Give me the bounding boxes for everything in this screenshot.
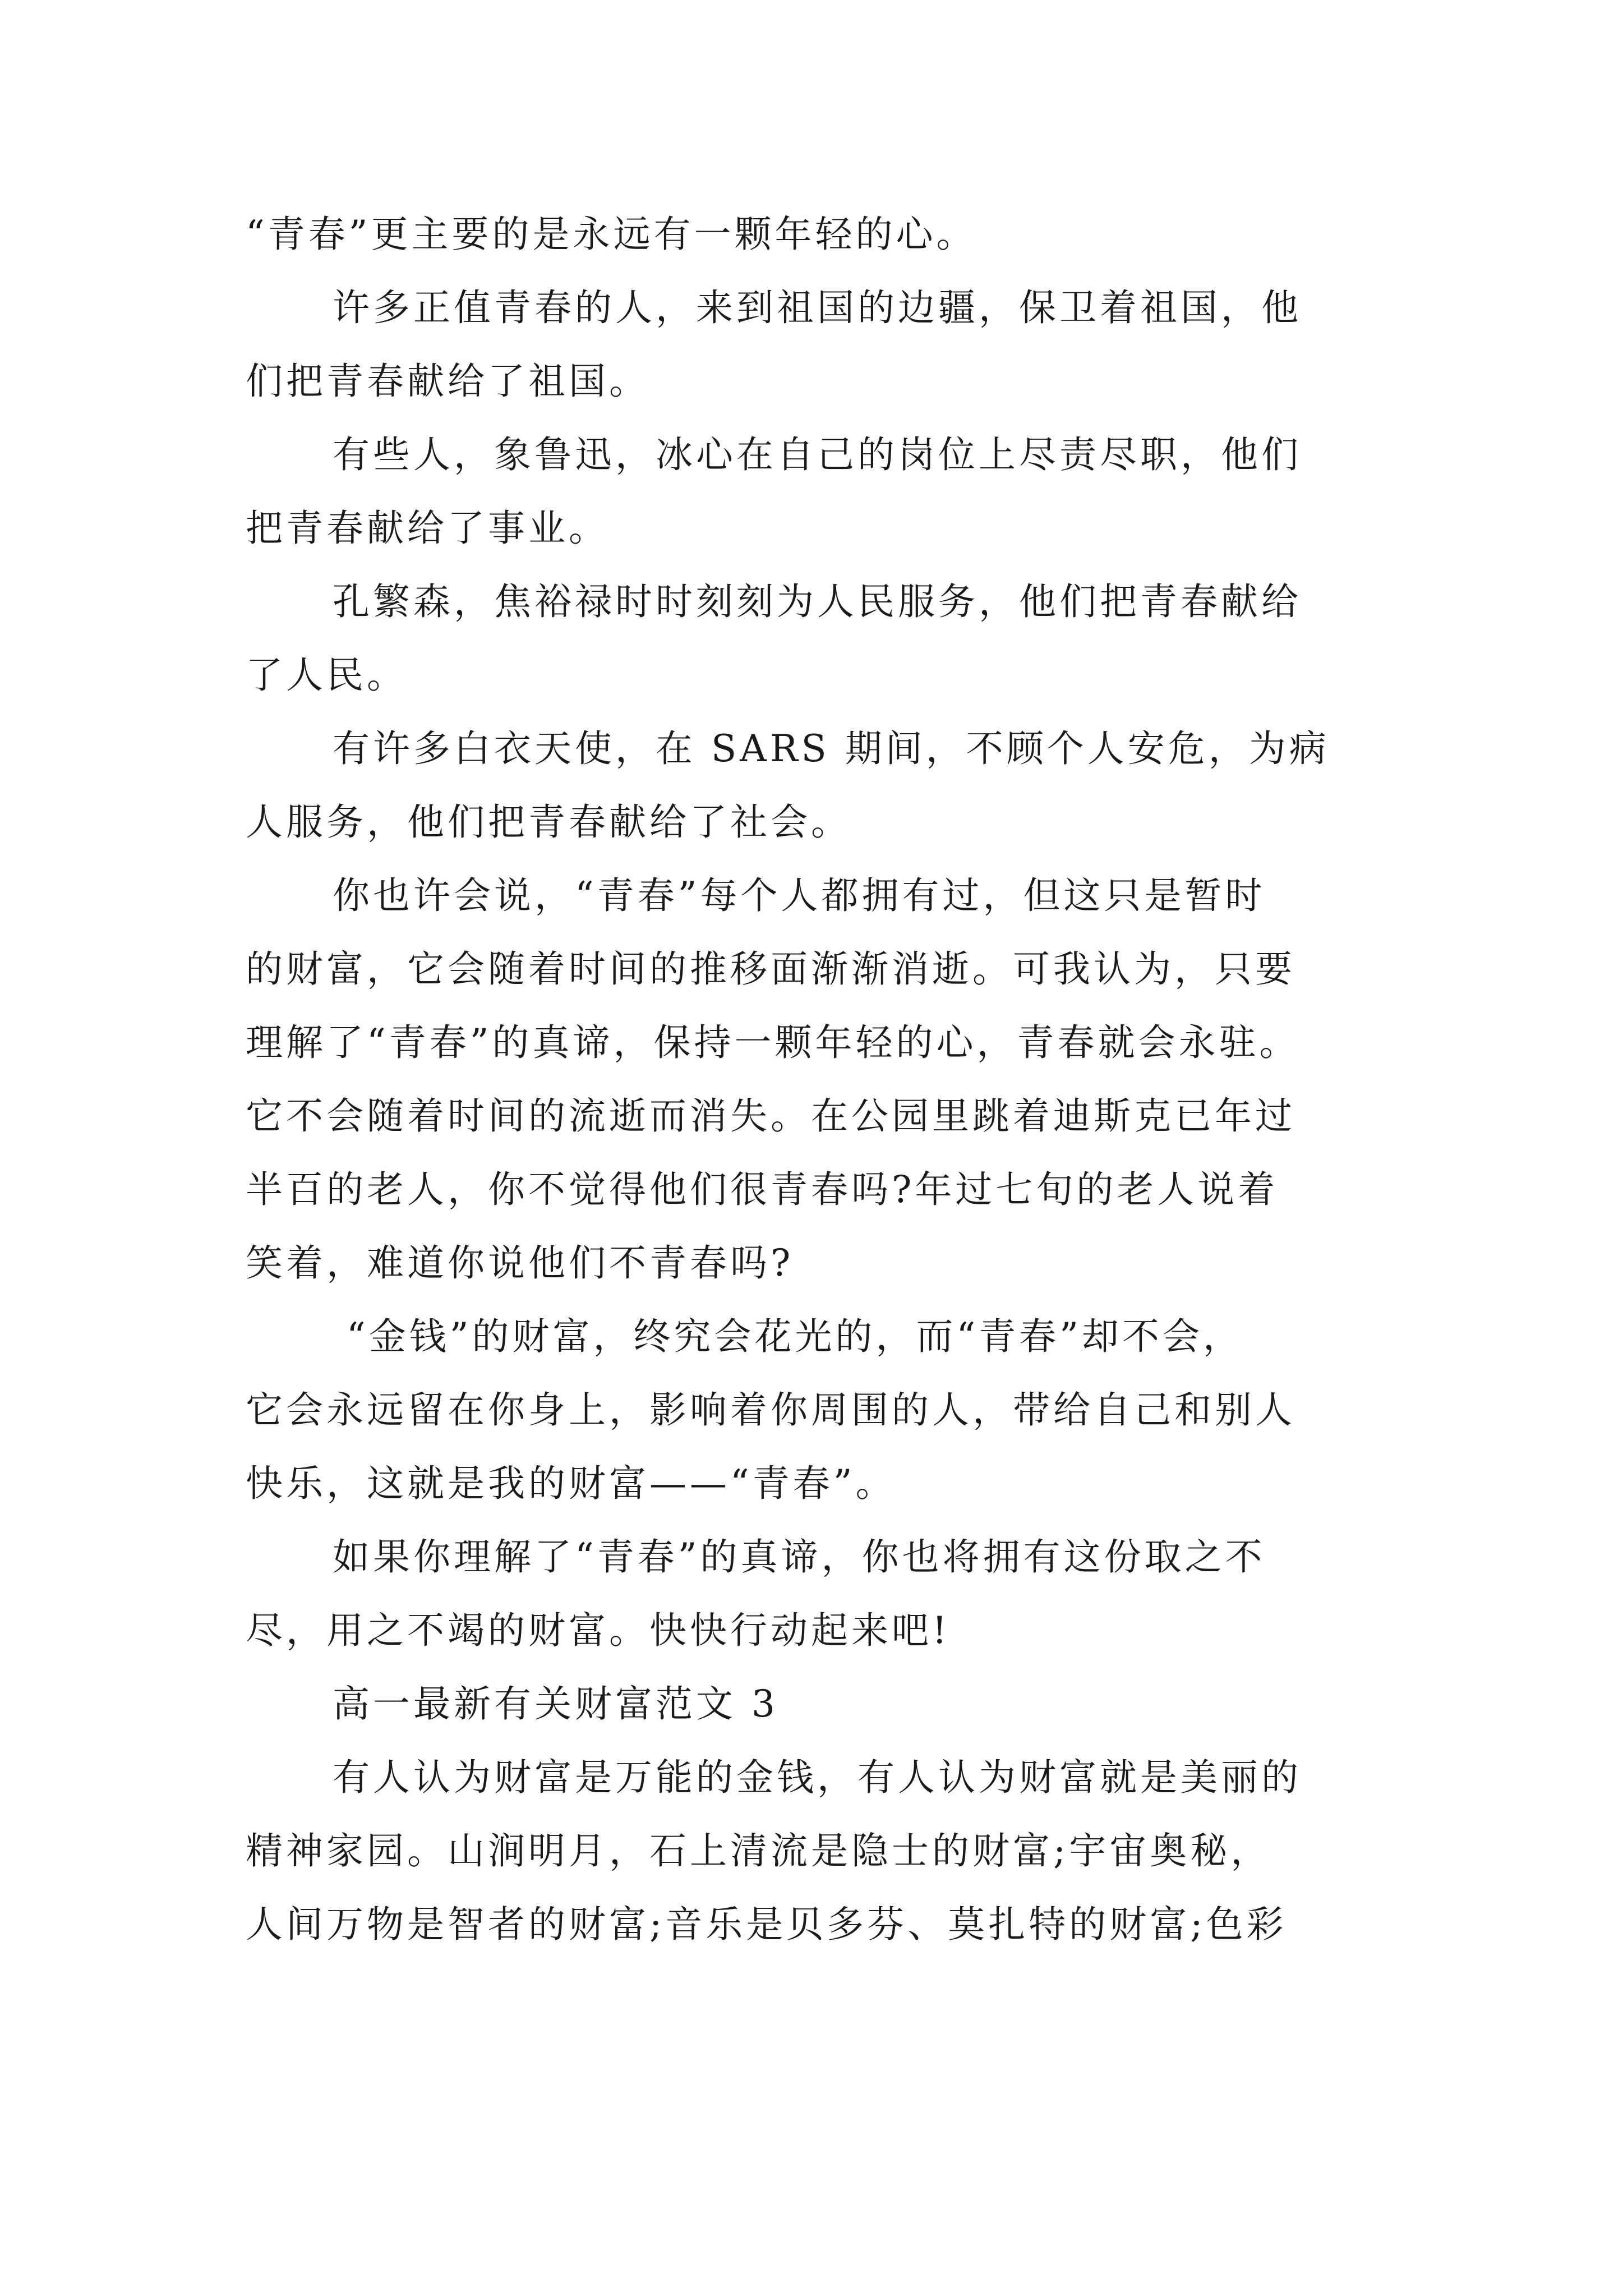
- document-body: [246, 197, 1390, 1961]
- text-line: 孔繁森，焦裕禄时时刻刻为人民服务，他们把青春献给: [333, 580, 1302, 623]
- text-line: 笑着，难道你说他们不青春吗?: [246, 1241, 794, 1285]
- text-line: 快乐，这就是我的财富——“青春”。: [246, 1462, 896, 1505]
- text-line: 它会永远留在你身上，影响着你周围的人，带给自己和别人: [246, 1388, 1295, 1432]
- text-line: 有许多白衣天使，在 SARS 期间，不顾个人安危，为病: [333, 727, 1330, 770]
- text-line: 有些人，象鲁迅，冰心在自己的岗位上尽责尽职，他们: [333, 433, 1302, 476]
- text-line: 如果你理解了“青春”的真谛，你也将拥有这份取之不: [333, 1535, 1266, 1579]
- text-line: 理解了“青春”的真谛，保持一颗年轻的心，青春就会永驻。: [246, 1021, 1300, 1064]
- text-line: 有人认为财富是万能的金钱，有人认为财富就是美丽的: [333, 1756, 1302, 1799]
- text-line: “金钱”的财富，终究会花光的，而“青春”却不会，: [347, 1315, 1243, 1358]
- text-line: 把青春献给了事业。: [246, 507, 609, 550]
- text-line: “青春”更主要的是永远有一颗年轻的心。: [246, 213, 977, 256]
- text-line: 你也许会说，“青春”每个人都拥有过，但这只是暂时: [333, 874, 1266, 917]
- text-line: 们把青春献给了祖国。: [246, 360, 649, 403]
- text-line: 精神家园。山涧明月，石上清流是隐士的财富;宇宙奥秘，: [246, 1829, 1271, 1872]
- text-line: 人间万物是智者的财富;音乐是贝多芬、莫扎特的财富;色彩: [246, 1903, 1287, 1946]
- section-heading: 高一最新有关财富范文 3: [333, 1682, 778, 1726]
- text-line: 许多正值青春的人，来到祖国的边疆，保卫着祖国，他: [333, 286, 1302, 329]
- text-line: 人服务，他们把青春献给了社会。: [246, 800, 851, 844]
- text-line: 了人民。: [246, 654, 407, 697]
- text-line: 尽，用之不竭的财富。快快行动起来吧!: [246, 1609, 951, 1652]
- text-line: 它不会随着时间的流逝而消失。在公园里跳着迪斯克已年过: [246, 1094, 1295, 1138]
- text-line: 半百的老人，你不觉得他们很青春吗?年过七旬的老人说着: [246, 1168, 1279, 1211]
- text-line: 的财富，它会随着时间的推移面渐渐消逝。可我认为，只要: [246, 947, 1295, 991]
